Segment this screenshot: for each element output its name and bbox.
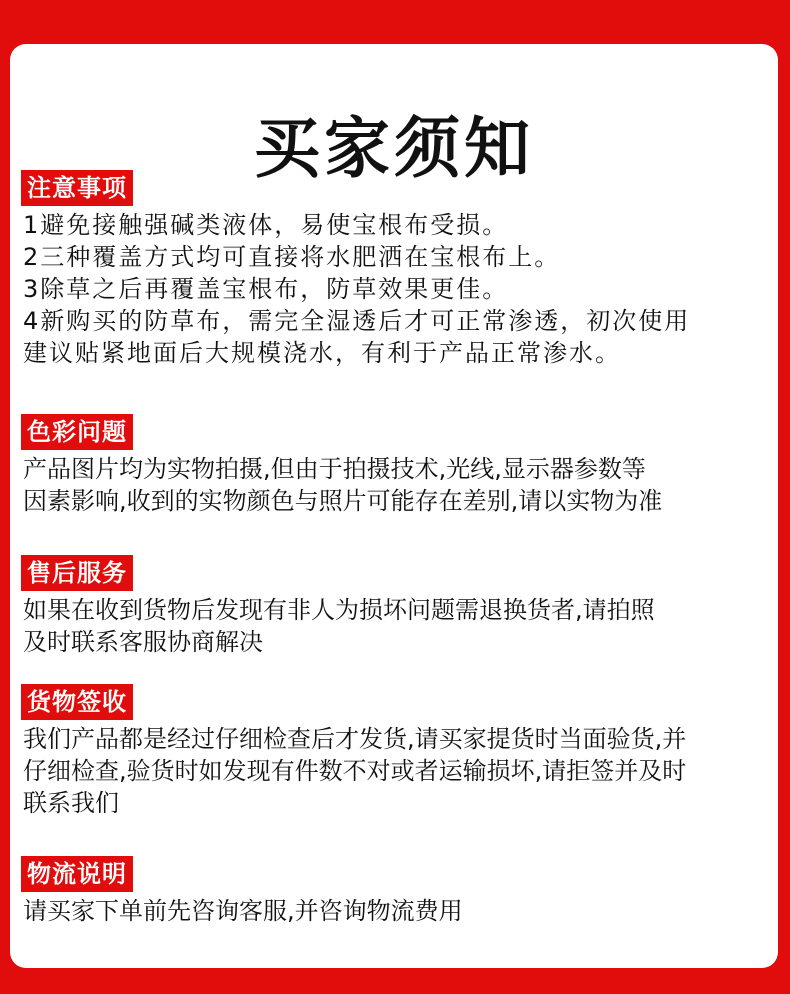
section-line: 我们产品都是经过仔细检查后才发货,请买家提货时当面验货,并	[23, 725, 687, 753]
section-line: 1避免接触强碱类液体，易使宝根布受损。	[23, 211, 509, 239]
section-receipt	[21, 684, 771, 819]
section-line: 联系我们	[23, 789, 119, 817]
section-heading: 注意事项	[21, 170, 133, 206]
section-line: 如果在收到货物后发现有非人为损坏问题需退换货者,请拍照	[23, 596, 655, 624]
page-title: 买家须知	[254, 110, 534, 187]
section-notes	[21, 170, 771, 369]
section-line: 产品图片均为实物拍摄,但由于拍摄技术,光线,显示器参数等	[23, 455, 646, 483]
section-heading: 货物签收	[21, 684, 133, 720]
section-line: 及时联系客服协商解决	[23, 628, 263, 656]
section-line: 请买家下单前先咨询客服,并咨询物流费用	[23, 897, 463, 925]
section-heading: 售后服务	[21, 555, 133, 591]
section-heading: 色彩问题	[21, 414, 133, 450]
section-after-sales	[21, 555, 771, 658]
section-line: 因素影响,收到的实物颜色与照片可能存在差别,请以实物为准	[23, 487, 663, 515]
section-heading: 物流说明	[21, 856, 133, 892]
section-line: 建议贴紧地面后大规模浇水，有利于产品正常渗水。	[23, 339, 621, 367]
section-line: 3除草之后再覆盖宝根布，防草效果更佳。	[23, 275, 509, 303]
section-line: 4新购买的防草布，需完全湿透后才可正常渗透，初次使用	[23, 307, 691, 335]
section-line: 2三种覆盖方式均可直接将水肥洒在宝根布上。	[23, 243, 561, 271]
section-color	[21, 414, 771, 517]
section-logistics	[21, 856, 771, 927]
notice-card	[10, 44, 778, 968]
section-line: 仔细检查,验货时如发现有件数不对或者运输损坏,请拒签并及时	[23, 757, 687, 785]
